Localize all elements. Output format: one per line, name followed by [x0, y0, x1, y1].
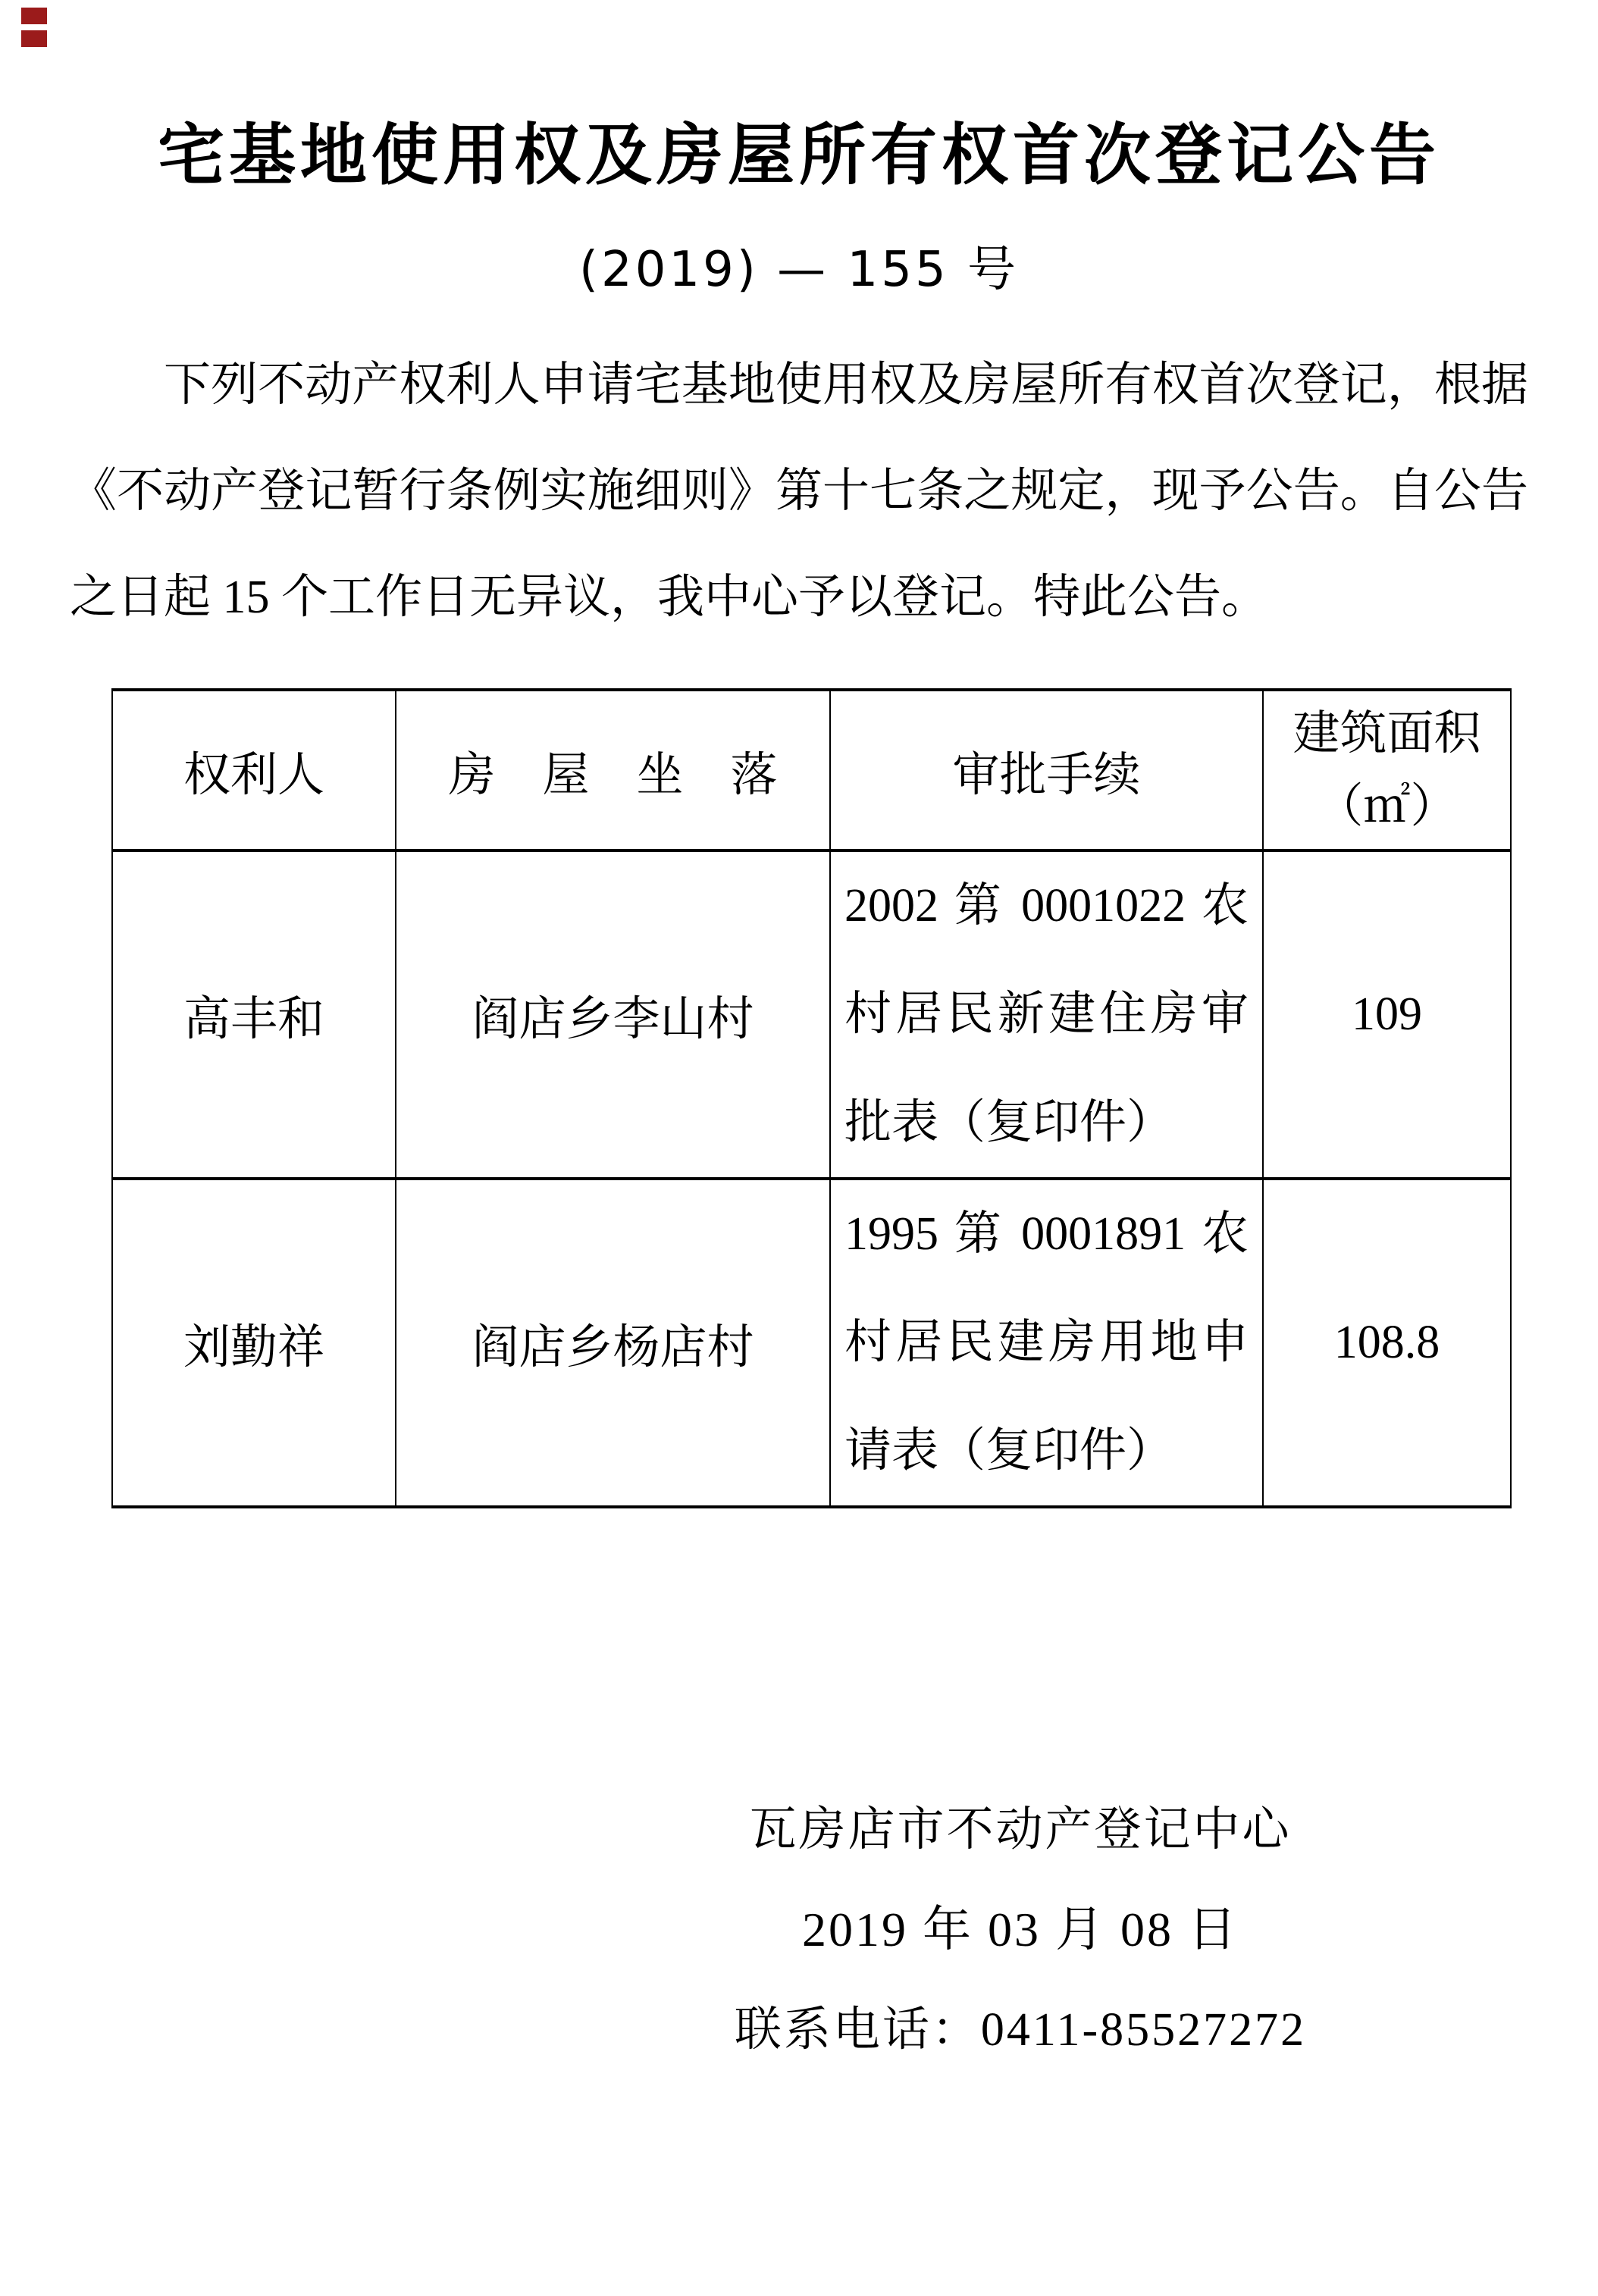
cell-approval: 1995 第 0001891 农村居民建房用地申请表（复印件） [830, 1179, 1263, 1507]
cell-location: 阎店乡杨店村 [396, 1179, 830, 1507]
cell-area: 108.8 [1263, 1179, 1511, 1507]
signature-block [452, 1780, 1589, 2080]
table-row [112, 850, 1511, 1179]
col-header-approval: 审批手续 [830, 690, 1263, 850]
table-header-row [112, 690, 1511, 850]
col-header-area [1263, 690, 1511, 850]
cell-location: 阎店乡李山村 [396, 850, 830, 1179]
cell-owner: 刘勤祥 [112, 1179, 396, 1507]
cell-owner: 高丰和 [112, 850, 396, 1179]
red-corner-mark [21, 30, 47, 47]
announcement-body: 下列不动产权利人申请宅基地使用权及房屋所有权首次登记，根据《不动产登记暂行条例实施细则》第十七条之规定，现予公告。自公告之日起 15 个工作日无异议，我中心予以登记。特此公告。 [70, 359, 1528, 623]
issuing-org: 瓦房店市不动产登记中心 [749, 1804, 1292, 1856]
col-header-area-line1: 建筑面积 [1292, 708, 1481, 760]
col-header-location: 房 屋 坐 落 [396, 690, 830, 850]
issue-date: 2019 年 03 月 08 日 [802, 1903, 1239, 1956]
red-corner-mark [21, 8, 47, 24]
col-header-owner: 权利人 [112, 690, 396, 850]
page-title: 宅基地使用权及房屋所有权首次登记公告 [157, 116, 1440, 194]
col-header-area-line2: （㎡） [1316, 781, 1458, 832]
contact-phone: 联系电话：0411-85527272 [734, 2004, 1307, 2056]
cell-approval: 2002 第 0001022 农村居民新建住房审批表（复印件） [830, 850, 1263, 1179]
registration-table [111, 688, 1512, 1508]
table-row [112, 1179, 1511, 1507]
cell-area: 109 [1263, 850, 1511, 1179]
corner-marks [21, 8, 47, 53]
document-number: (2019) — 155 号 [579, 242, 1019, 298]
